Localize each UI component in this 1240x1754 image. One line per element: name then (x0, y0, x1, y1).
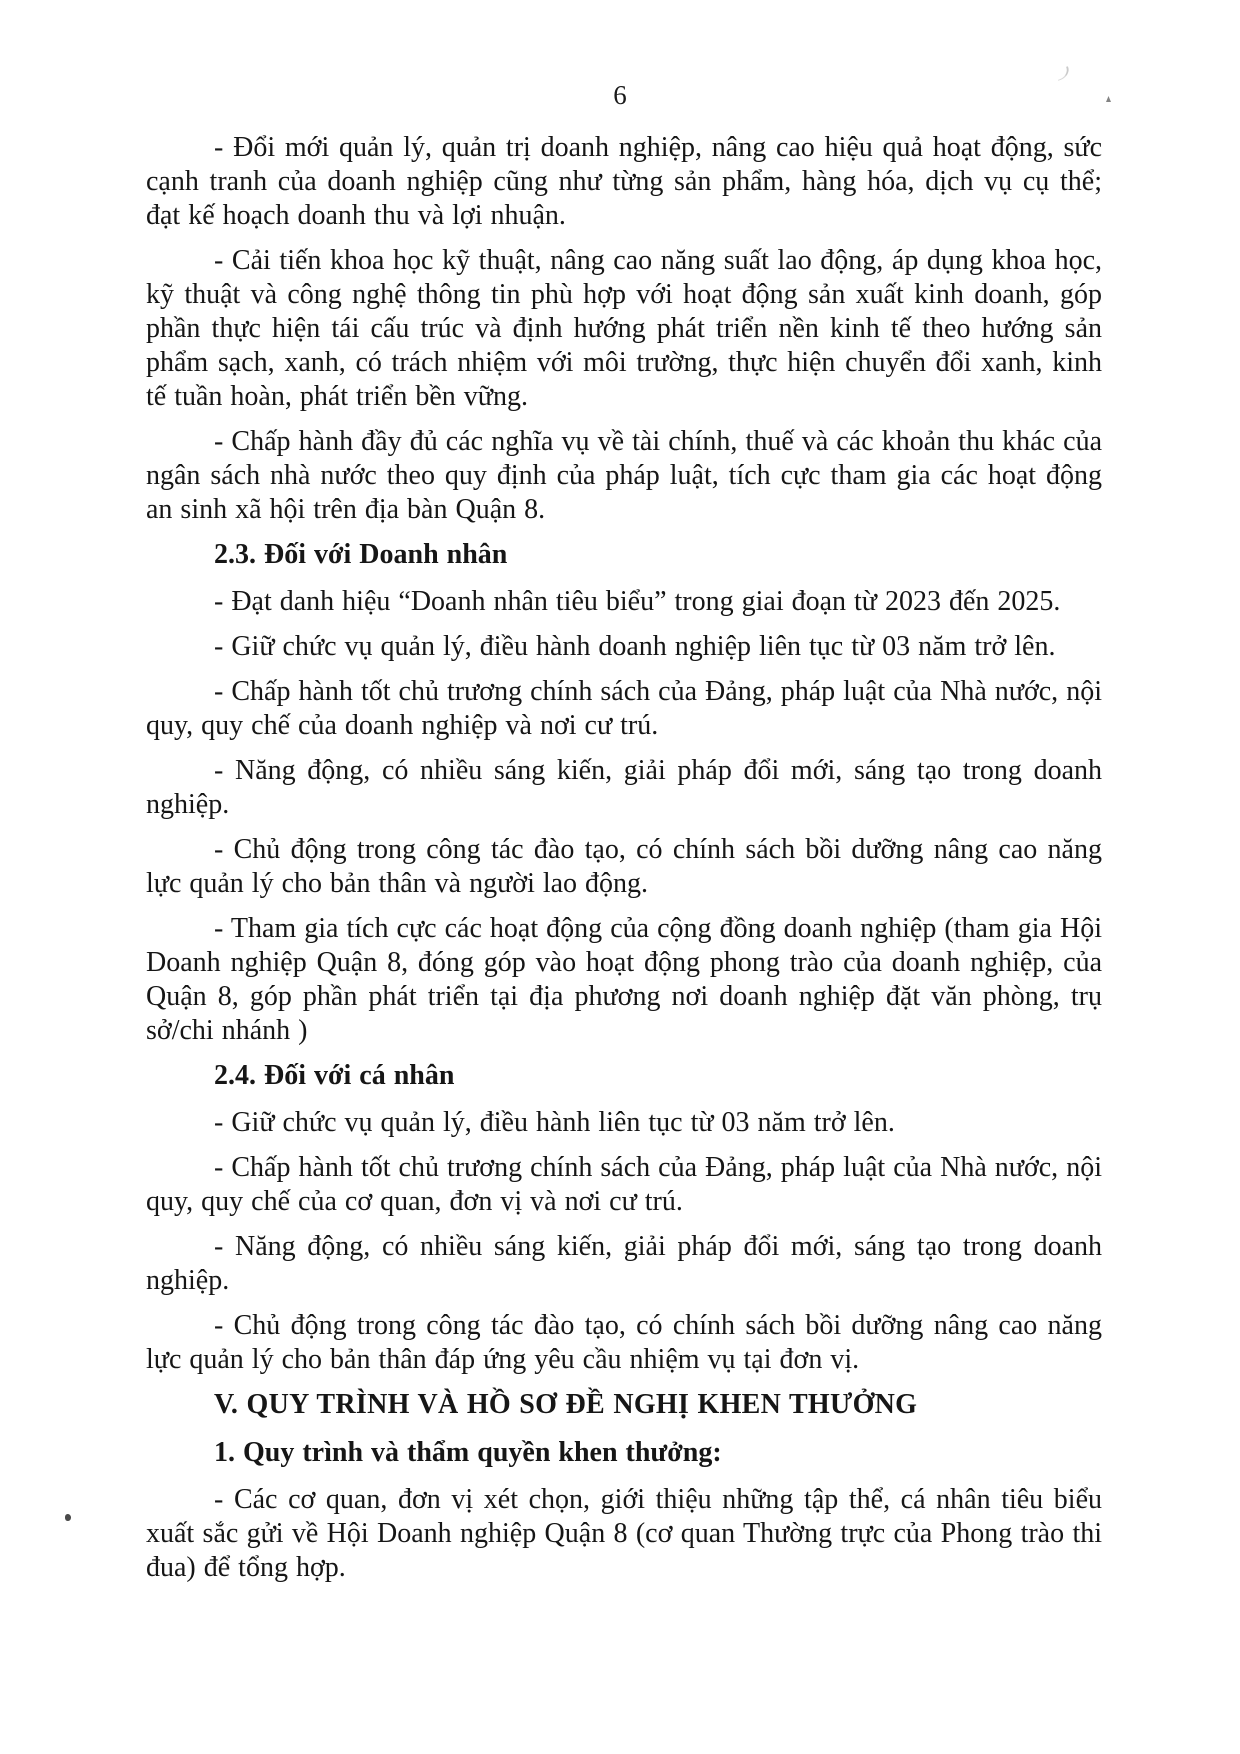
paragraph: - Đạt danh hiệu “Doanh nhân tiêu biểu” trong giai đoạn từ 2023 đến 2025. (214, 586, 1061, 617)
section-heading-2-3: 2.3. Đối với Doanh nhân (214, 539, 508, 570)
paragraph: - Giữ chức vụ quản lý, điều hành doanh nghiệp liên tục từ 03 năm trở lên. (214, 631, 1056, 662)
paragraph: - Đổi mới quản lý, quản trị doanh nghiệp, nâng cao hiệu quả hoạt động, sức cạnh tranh của doanh nghiệp cũng như từng sản phẩm, hàng hóa, dịch vụ cụ thể; đạt kế hoạch doanh thu và lợi nhuận. (146, 132, 1102, 231)
page-number: 6 (613, 80, 627, 110)
paragraph: - Năng động, có nhiều sáng kiến, giải pháp đổi mới, sáng tạo trong doanh nghiệp. (146, 755, 1102, 820)
paragraph: - Giữ chức vụ quản lý, điều hành liên tục từ 03 năm trở lên. (214, 1107, 895, 1138)
paragraph: - Chấp hành tốt chủ trương chính sách của Đảng, pháp luật của Nhà nước, nội quy, quy chế của doanh nghiệp và nơi cư trú. (146, 676, 1102, 741)
section-heading-2-4: 2.4. Đối với cá nhân (214, 1060, 455, 1091)
section-heading-1: 1. Quy trình và thẩm quyền khen thưởng: (214, 1437, 722, 1468)
section-heading-v: V. QUY TRÌNH VÀ HỒ SƠ ĐỀ NGHỊ KHEN THƯỞNG (214, 1389, 918, 1420)
paragraph: - Chấp hành đầy đủ các nghĩa vụ về tài chính, thuế và các khoản thu khác của ngân sách nhà nước theo quy định của pháp luật, tích cực tham gia các hoạt động an sinh xã hội trên địa bàn Quận 8. (146, 426, 1102, 525)
paragraph: - Các cơ quan, đơn vị xét chọn, giới thiệu những tập thể, cá nhân tiêu biểu xuất sắc gửi về Hội Doanh nghiệp Quận 8 (cơ quan Thường trực của Phong trào thi đua) để tổng hợp. (146, 1484, 1102, 1583)
paragraph: - Chủ động trong công tác đào tạo, có chính sách bồi dưỡng nâng cao năng lực quản lý cho bản thân và người lao động. (146, 834, 1102, 899)
paragraph: - Chấp hành tốt chủ trương chính sách của Đảng, pháp luật của Nhà nước, nội quy, quy chế của cơ quan, đơn vị và nơi cư trú. (146, 1152, 1102, 1217)
paragraph: - Năng động, có nhiều sáng kiến, giải pháp đổi mới, sáng tạo trong doanh nghiệp. (146, 1231, 1102, 1296)
paragraph: - Tham gia tích cực các hoạt động của cộng đồng doanh nghiệp (tham gia Hội Doanh nghiệp Quận 8, đóng góp vào hoạt động phong trào của doanh nghiệp, của Quận 8, góp phần phát triển tại địa phương nơi doanh nghiệp đặt văn phòng, trụ sở/chi nhánh ) (146, 913, 1102, 1046)
scan-speck (1055, 66, 1072, 81)
document-body (146, 131, 1102, 1596)
paragraph: - Chủ động trong công tác đào tạo, có chính sách bồi dưỡng nâng cao năng lực quản lý cho bản thân đáp ứng yêu cầu nhiệm vụ tại đơn vị. (146, 1310, 1102, 1375)
scan-speck (65, 1514, 71, 1521)
paragraph: - Cải tiến khoa học kỹ thuật, nâng cao năng suất lao động, áp dụng khoa học, kỹ thuật và công nghệ thông tin phù hợp với hoạt động sản xuất kinh doanh, góp phần thực hiện tái cấu trúc và định hướng phát triển nền kinh tế theo hướng sản phẩm sạch, xanh, có trách nhiệm với môi trường, thực hiện chuyển đổi xanh, kinh tế tuần hoàn, phát triển bền vững. (146, 245, 1102, 412)
